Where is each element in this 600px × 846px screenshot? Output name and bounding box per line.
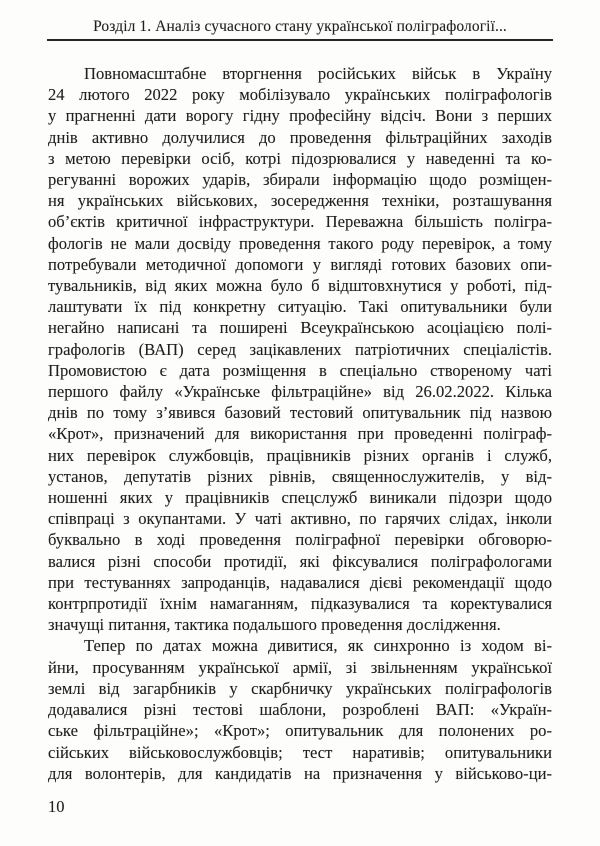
text-line: у прагненні дати ворогу гідну професійну відсіч. Вони з перших (48, 106, 552, 126)
text-line: значущі питання, тактика подальшого проведення дослідження. (48, 615, 501, 635)
text-line: буквально в ході проведення поліграфної перевірки обговорю- (48, 530, 552, 550)
text-line: «Крот», призначений для використання при проведенні поліграф- (48, 424, 552, 444)
running-head: Розділ 1. Аналіз сучасного стану української поліграфології... (93, 18, 507, 35)
text-line: йни, просуванням української армії, зі звільненням української (48, 657, 552, 677)
text-line: ношенні яких у працівників спецслужб виникали підозри щодо (48, 488, 552, 508)
text-line: них перевірок службовців, працівників різних органів і служб, (48, 445, 552, 465)
text-line: регуванні ворожих ударів, збирали інформацію щодо розміщен- (48, 170, 552, 190)
text-line: з метою перевірки осіб, котрі підозрювалися у наведенні та ко- (48, 148, 552, 168)
text-line: фологів не мали досвіду проведення такого роду перевірок, а тому (48, 233, 552, 253)
text-paragraph (48, 635, 552, 783)
text-line: ське фільтраційне»; «Крот»; опитувальник для полонених ро- (48, 721, 552, 741)
page-body (48, 63, 552, 784)
text-line: тувальників, від яких можна було б відштовхнутися у роботі, під- (48, 276, 552, 296)
text-line: сійських військовослужбовців; тест наративів; опитувальники (48, 742, 552, 762)
text-line: установ, депутатів різних рівнів, священнослужителів, у від- (48, 466, 552, 486)
text-line: днів по тому з’явився базовий тестовий опитувальник під назвою (48, 403, 552, 423)
text-line: співпраці з окупантами. У чаті активно, по гарячих слідах, інколи (48, 509, 552, 529)
text-line: першого файлу «Українське фільтраційне» від 26.02.2022. Кілька (48, 382, 552, 402)
text-paragraph (48, 63, 552, 635)
text-line: для волонтерів, для кандидатів на призначення у військово-ци- (48, 763, 552, 783)
text-line: контрпротидії їхнім намаганням, підказувалися та коректувалися (48, 594, 552, 614)
text-line: лаштувати їх під конкретну ситуацію. Такі опитувальники були (48, 297, 552, 317)
text-line: ня українських військових, зосередження техніки, розташування (48, 191, 552, 211)
header-rule (47, 39, 553, 41)
text-line: днів активно долучилися до проведення фільтраційних заходів (48, 127, 552, 147)
text-line: валися різні способи протидії, які фіксувалися поліграфологами (48, 551, 552, 571)
text-line: потребували методичної допомоги у вигляді готових базових опи- (48, 254, 552, 274)
text-line: об’єктів критичної інфраструктури. Переважна більшість полігра- (48, 212, 552, 232)
text-line: негайно написані та поширені Всеукраїнською асоціацією полі- (48, 318, 552, 338)
page-number: 10 (48, 797, 65, 816)
text-line: Повномасштабне вторгнення російських військ в Україну (84, 64, 552, 83)
text-line: Тепер по датах можна дивитися, як синхронно із ходом ві- (84, 636, 552, 656)
text-line: 24 лютого 2022 року мобілізувало українських поліграфологів (48, 85, 552, 105)
text-line: графологів (ВАП) серед зацікавлених патріотичних спеціалістів. (48, 339, 552, 359)
text-line: при тестуваннях запроданців, надавалися дієві рекомендації щодо (48, 572, 552, 592)
text-line: землі від загарбників у скарбничку українських поліграфологів (48, 678, 552, 698)
text-line: додавалися різні тестові шаблони, розроблені ВАП: «Україн- (48, 700, 552, 720)
text-line: Промовистою є дата розміщення в спеціально створеному чаті (48, 360, 552, 380)
